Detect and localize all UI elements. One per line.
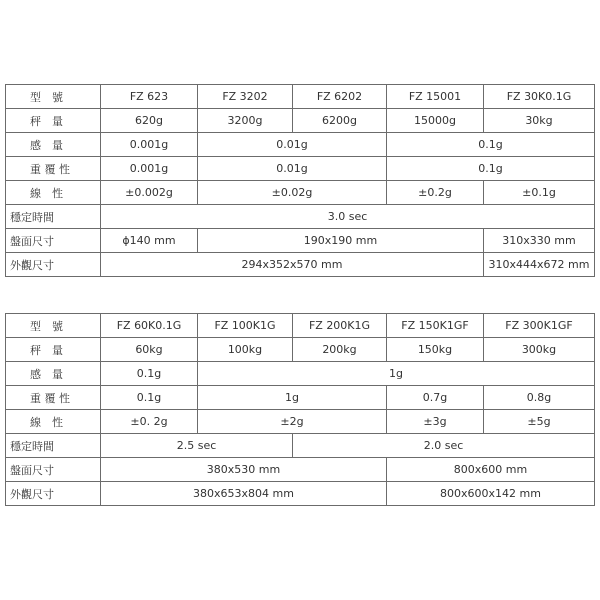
cell-repeatability: 1g <box>198 386 387 410</box>
table-row <box>6 181 595 205</box>
cell-pan-size: 310x330 mm <box>484 229 595 253</box>
cell-dimensions: 380x653x804 mm <box>101 482 387 506</box>
row-label-capacity: 秤 量 <box>6 109 101 133</box>
spec-table-2 <box>5 313 595 506</box>
cell-capacity: 30kg <box>484 109 595 133</box>
cell-dimensions: 800x600x142 mm <box>387 482 595 506</box>
cell-capacity: 6200g <box>293 109 387 133</box>
table-row <box>6 133 595 157</box>
spec-table-1 <box>5 84 595 277</box>
cell-model: FZ 623 <box>101 85 198 109</box>
cell-capacity: 15000g <box>387 109 484 133</box>
row-label-dimensions: 外觀尺寸 <box>6 482 101 506</box>
cell-capacity: 300kg <box>484 338 595 362</box>
cell-capacity: 150kg <box>387 338 484 362</box>
cell-model: FZ 3202 <box>198 85 293 109</box>
cell-model: FZ 100K1G <box>198 314 293 338</box>
cell-model: FZ 300K1GF <box>484 314 595 338</box>
cell-pan-size: 190x190 mm <box>198 229 484 253</box>
cell-repeatability: 0.001g <box>101 157 198 181</box>
row-label-repeatability: 重 覆 性 <box>6 157 101 181</box>
table-row <box>6 229 595 253</box>
cell-sensitivity: 0.1g <box>387 133 595 157</box>
table-row <box>6 314 595 338</box>
table-row <box>6 482 595 506</box>
cell-stabilization-time: 2.0 sec <box>293 434 595 458</box>
row-label-pan-size: 盤面尺寸 <box>6 229 101 253</box>
table-row <box>6 458 595 482</box>
cell-model: FZ 15001 <box>387 85 484 109</box>
cell-linearity: ±5g <box>484 410 595 434</box>
cell-stabilization-time: 3.0 sec <box>101 205 595 229</box>
cell-model: FZ 200K1G <box>293 314 387 338</box>
cell-pan-size: 380x530 mm <box>101 458 387 482</box>
cell-capacity: 3200g <box>198 109 293 133</box>
row-label-model: 型 號 <box>6 314 101 338</box>
cell-pan-size: ϕ140 mm <box>101 229 198 253</box>
row-label-capacity: 秤 量 <box>6 338 101 362</box>
cell-sensitivity: 0.001g <box>101 133 198 157</box>
table-row <box>6 253 595 277</box>
table-row <box>6 109 595 133</box>
table-row <box>6 362 595 386</box>
row-label-linearity: 線 性 <box>6 410 101 434</box>
cell-linearity: ±0.002g <box>101 181 198 205</box>
cell-capacity: 60kg <box>101 338 198 362</box>
cell-sensitivity: 0.1g <box>101 362 198 386</box>
cell-sensitivity: 1g <box>198 362 595 386</box>
cell-model: FZ 60K0.1G <box>101 314 198 338</box>
row-label-linearity: 線 性 <box>6 181 101 205</box>
cell-sensitivity: 0.01g <box>198 133 387 157</box>
cell-repeatability: 0.1g <box>101 386 198 410</box>
row-label-sensitivity: 感 量 <box>6 362 101 386</box>
cell-repeatability: 0.01g <box>198 157 387 181</box>
cell-repeatability: 0.1g <box>387 157 595 181</box>
cell-capacity: 620g <box>101 109 198 133</box>
cell-stabilization-time: 2.5 sec <box>101 434 293 458</box>
table-row <box>6 434 595 458</box>
cell-model: FZ 30K0.1G <box>484 85 595 109</box>
table-row <box>6 205 595 229</box>
cell-linearity: ±0.1g <box>484 181 595 205</box>
cell-dimensions: 310x444x672 mm <box>484 253 595 277</box>
table-row <box>6 157 595 181</box>
cell-repeatability: 0.8g <box>484 386 595 410</box>
row-label-sensitivity: 感 量 <box>6 133 101 157</box>
cell-linearity: ±3g <box>387 410 484 434</box>
cell-linearity: ±2g <box>198 410 387 434</box>
cell-pan-size: 800x600 mm <box>387 458 595 482</box>
cell-linearity: ±0.02g <box>198 181 387 205</box>
cell-linearity: ±0. 2g <box>101 410 198 434</box>
row-label-stabilization-time: 穩定時間 <box>6 205 101 229</box>
row-label-pan-size: 盤面尺寸 <box>6 458 101 482</box>
row-label-model: 型 號 <box>6 85 101 109</box>
row-label-repeatability: 重 覆 性 <box>6 386 101 410</box>
cell-dimensions: 294x352x570 mm <box>101 253 484 277</box>
table-row <box>6 410 595 434</box>
cell-capacity: 200kg <box>293 338 387 362</box>
table-row <box>6 386 595 410</box>
row-label-dimensions: 外觀尺寸 <box>6 253 101 277</box>
cell-linearity: ±0.2g <box>387 181 484 205</box>
table-row <box>6 85 595 109</box>
cell-model: FZ 150K1GF <box>387 314 484 338</box>
cell-capacity: 100kg <box>198 338 293 362</box>
table-row <box>6 338 595 362</box>
cell-repeatability: 0.7g <box>387 386 484 410</box>
row-label-stabilization-time: 穩定時間 <box>6 434 101 458</box>
cell-model: FZ 6202 <box>293 85 387 109</box>
